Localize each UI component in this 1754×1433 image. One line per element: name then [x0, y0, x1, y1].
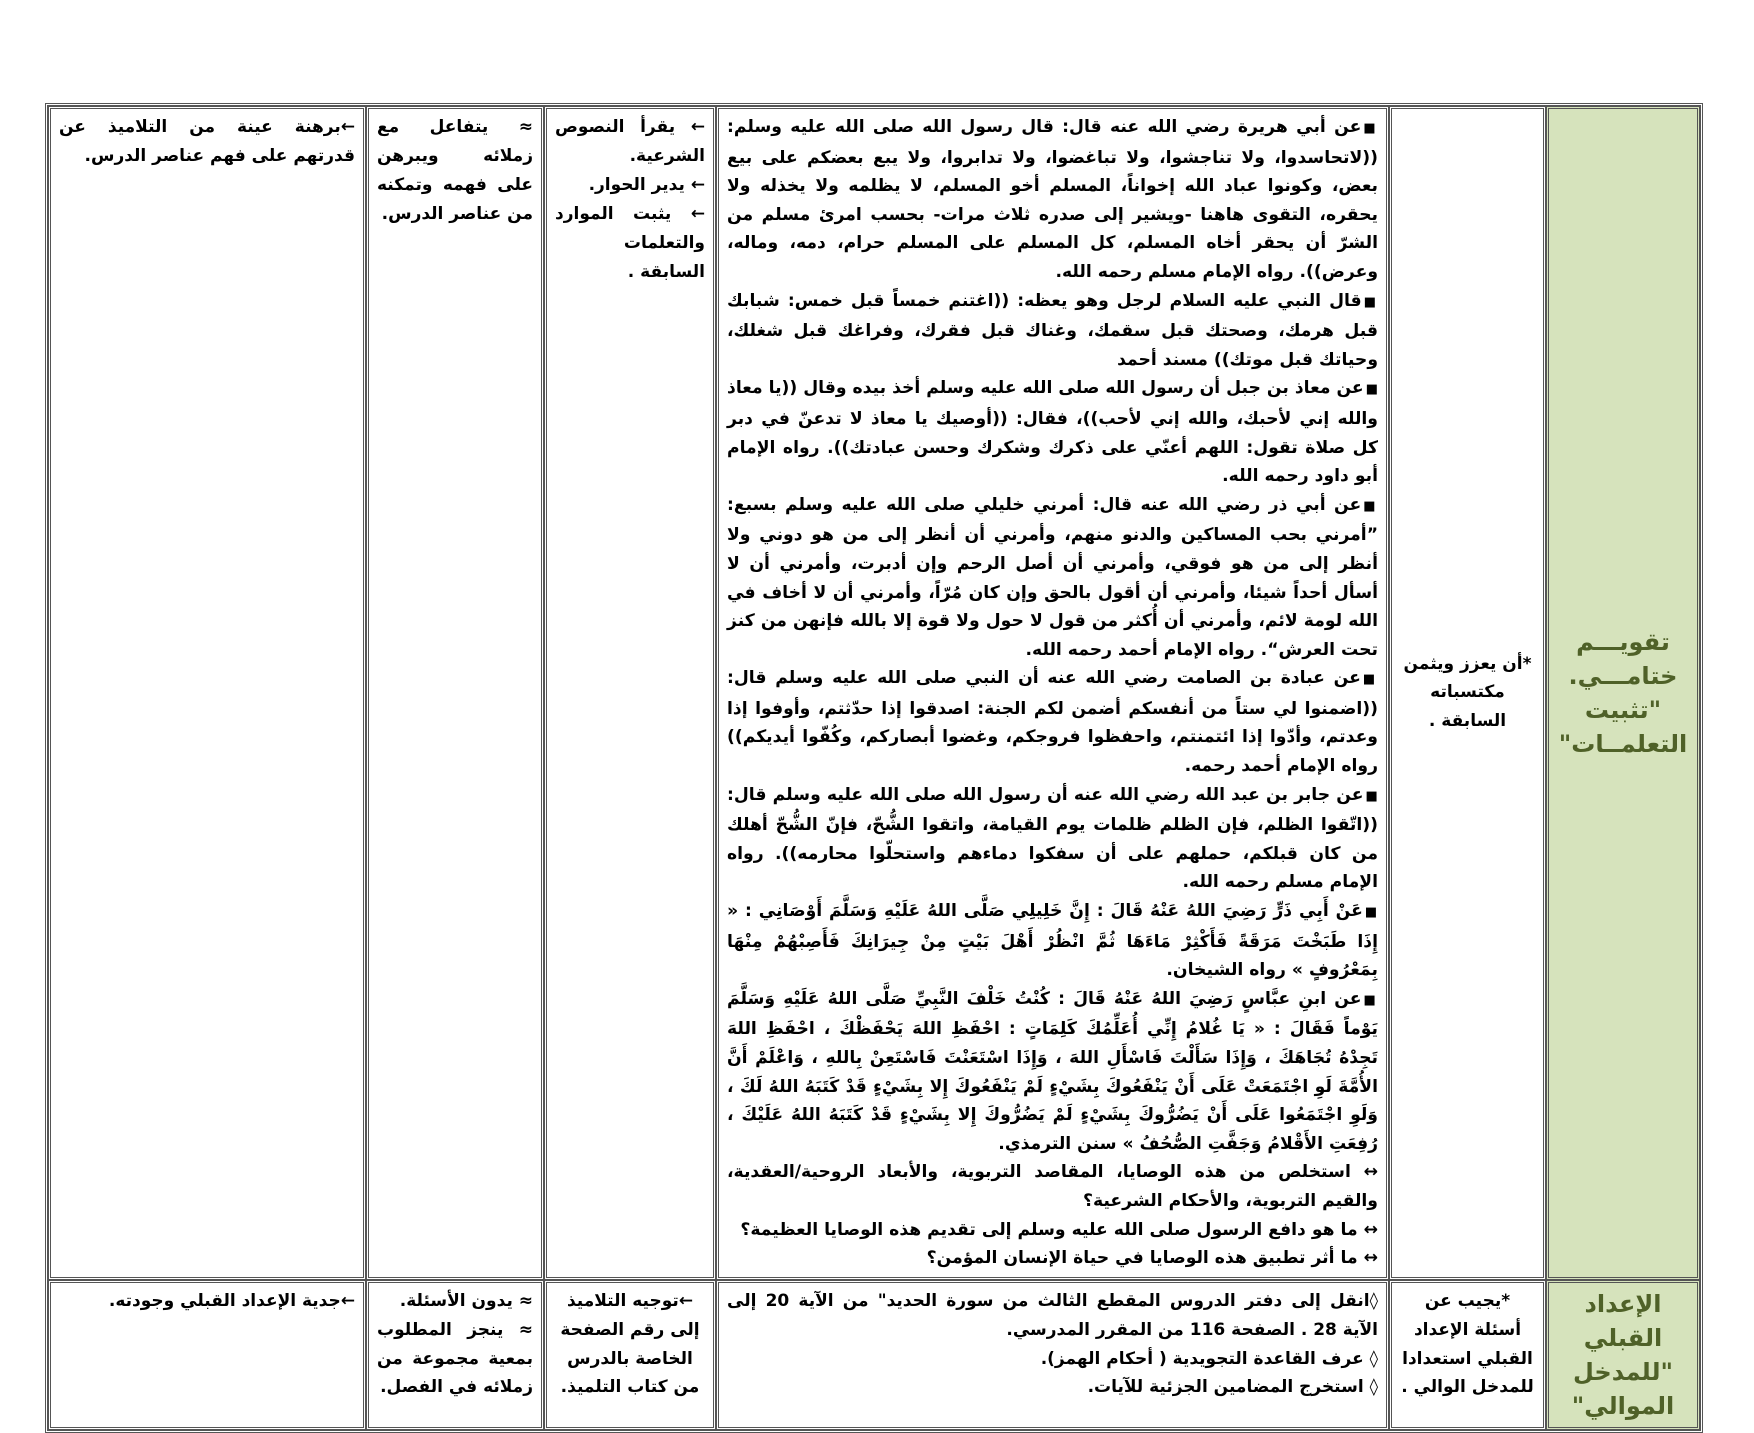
assessment-text: ←برهنة عينة من التلاميذ عن قدرتهم على فهم عناصر الدرس. — [59, 117, 355, 166]
hadith-paragraph: ■ عن أبي ذر رضي الله عنه قال: أمرني خليلي صلى الله عليه وسلم بسبع: ”أمرني بحب المساكين والدنو منهم، وأمرني أن أنظر إلى من هو دوني ولا أنظر إلى من هو فوقي، وأمرني أن أصل الرحم وإن أدبرت، وأمرني أن لا أسأل أحداً شيئا، وأمرني أن أقول بالحق وإن كان مُرّاً، وأمرني أن لا أخاف في الله لومة لائم، وأمرني أن أُكثر من قول لا حول ولا قوة إلا بالله فإنهن من كنز تحت العرش“. رواه الإمام أحمد رحمه الله. — [727, 491, 1378, 665]
stage-line: "للمدخل — [1573, 1357, 1673, 1386]
learner-activity: ≈ ينجز المطلوب بمعية مجموعة من زملائه في الفصل. — [377, 1319, 533, 1398]
hadith-paragraph: ■ عن جابر بن عبد الله رضي الله عنه أن رسول الله صلى الله عليه وسلم قال: ((اتّقوا الظلم، فإن الظلم ظلمات يوم القيامة، واتقوا الشُّحّ، فإنّ الشُّحّ أهلك من كان قبلكم، حملهم على أن سفكوا دماءهم واستحلّوا محارمه)). رواه الإمام مسلم رحمه الله. — [727, 781, 1378, 897]
stage-cell-preparation — [1546, 1280, 1700, 1430]
stage-line: ختامـــي. — [1568, 661, 1678, 690]
goal-text: *أن يعزز ويثمن مكتسباته السابقة . — [1403, 653, 1532, 732]
assessment-cell-evaluation — [48, 106, 366, 1280]
question-item: ↔ استخلص من هذه الوصايا، المقاصد التربوية، والأبعاد الروحية/العقدية، والقيم التربوية، والأحكام الشرعية؟ — [727, 1162, 1378, 1211]
hadith-paragraph: ■ عن عبادة بن الصامت رضي الله عنه أن النبي صلى الله عليه وسلم قال: ((اضمنوا لي ستاً من أنفسكم أضمن لكم الجنة: اصدقوا إذا حدّثتم، وأوفوا إذا وعدتم، وأدّوا إذا ائتمنتم، واحفظوا فروجكم، وغضوا أبصاركم، وكُفّوا أيديكم)) رواه الإمام أحمد رحمه. — [727, 664, 1378, 780]
learner-activity: ≈ يتفاعل مع زملائه ويبرهن على فهمه وتمكنه من عناصر الدرس. — [377, 117, 533, 224]
hadith-paragraph: ■ عن ابنِ عبَّاسٍ رَضِيَ اللهُ عَنْهُ قَالَ : كُنْتُ خَلْفَ النَّبِيِّ صَلَّى اللهُ عَلَيْهِ وَسَلَّمَ يَوْماً فَقَالَ : « يَا غُلامُ إِنِّي أُعَلِّمُكَ كَلِمَاتٍ : احْفَظِ اللهَ يَحْفَظْكَ ، احْفَظِ اللهَ تَجِدْهُ تُجَاهَكَ ، وَإِذَا سَأَلْتَ فَاسْأَلِ اللهَ ، وَإِذَا اسْتَعَنْتَ فَاسْتَعِنْ بِاللهِ ، وَاعْلَمْ أَنَّ الأُمَّةَ لَوِ اجْتَمَعَتْ عَلَى أَنْ يَنْفَعُوكَ بِشَيْءٍ لَمْ يَنْفَعُوكَ إِلا بِشَيْءٍ قَدْ كَتَبَهُ اللهُ لَكَ ، وَلَوِ اجْتَمَعُوا عَلَى أَنْ يَضُرُّوكَ بِشَيْءٍ لَمْ يَضُرُّوكَ إِلا بِشَيْءٍ قَدْ كَتَبَهُ اللهُ عَلَيْكَ ، رُفِعَتِ الأَقْلامُ وَجَفَّتِ الصُّحُفُ » سنن الترمذي. — [727, 985, 1378, 1159]
homework-item: ◊انقل إلى دفتر الدروس المقطع الثالث من سورة الحديد" من الآية 20 إلى الآية 28 . الصفحة 116 من المقرر المدرسي. — [727, 1290, 1378, 1340]
stage-line: الموالي" — [1571, 1391, 1675, 1420]
hadith-paragraph: ■ عن معاذ بن جبل أن رسول الله صلى الله عليه وسلم أخذ بيده وقال ((يا معاذ والله إني لأحبك، والله إني لأحب))، فقال: ((أوصيك يا معاذ لا تدعنّ في دبر كل صلاة تقول: اللهم أعنّي على ذكرك وشكرك وحسن عبادتك)). رواه الإمام أبو داود رحمه الله. — [727, 374, 1378, 490]
stage-line: التعلمــات" — [1558, 729, 1688, 758]
lesson-plan-table — [45, 103, 1703, 1433]
stage-line: الإعداد — [1584, 1289, 1662, 1318]
teacher-activity: ← يثبت الموارد والتعلمات السابقة . — [555, 203, 705, 282]
homework-item: ◊ عرف القاعدة التجويدية ( أحكام الهمز). — [1040, 1348, 1378, 1369]
content-cell-evaluation — [716, 106, 1389, 1280]
preparation-row — [48, 1280, 1700, 1430]
teacher-cell-preparation — [544, 1280, 716, 1430]
learner-activity: ≈ يدون الأسئلة. — [399, 1290, 533, 1311]
question-item: ↔ ما هو دافع الرسول صلى الله عليه وسلم إلى تقديم هذه الوصايا العظيمة؟ — [740, 1219, 1378, 1240]
stage-line: "تثبيت — [1584, 695, 1662, 724]
stage-line: تقويـــم — [1576, 627, 1670, 656]
goal-cell-evaluation — [1389, 106, 1546, 1280]
goal-text: *يجيب عن أسئلة الإعداد القبلي استعدادا للمدخل الوالي . — [1401, 1290, 1534, 1398]
teacher-activity: ←توجيه التلاميذ إلى رقم الصفحة الخاصة بالدرس من كتاب التلميذ. — [560, 1290, 700, 1398]
assessment-text: ←جدية الإعداد القبلي وجودته. — [108, 1290, 355, 1311]
hadith-paragraph: ■ عن أبي هريرة رضي الله عنه قال: قال رسول الله صلى الله عليه وسلم: ((لاتحاسدوا، ولا تناجشوا، ولا تباغضوا، ولا تدابروا، ولا يبع بعضكم على بيع بعض، وكونوا عباد الله إخواناً، المسلم أخو المسلم، لا يظلمه ولا يخذله ولا يحقره، التقوى هاهنا -ويشير إلى صدره ثلاث مرات- بحسب امرئ مسلم من الشرّ أن يحقر أخاه المسلم، كل المسلم على المسلم حرام، دمه، وماله، وعرض)). رواه الإمام مسلم رحمه الله. — [727, 113, 1378, 287]
assessment-cell-preparation — [48, 1280, 366, 1430]
stage-line: القبلي — [1583, 1323, 1663, 1352]
goal-cell-preparation — [1389, 1280, 1546, 1430]
teacher-activity: ← يقرأ النصوص الشرعية. — [555, 117, 705, 166]
hadith-paragraph: ■ قال النبي عليه السلام لرجل وهو يعظه: ((اغتنم خمساً قبل خمس: شبابك قبل هرمك، وصحتك قبل سقمك، وغناك قبل فقرك، وفراغك قبل شغلك، وحياتك قبل موتك)) مسند أحمد — [727, 287, 1378, 375]
teacher-cell-evaluation — [544, 106, 716, 1280]
question-item: ↔ ما أثر تطبيق هذه الوصايا في حياة الإنسان المؤمن؟ — [926, 1248, 1378, 1269]
learner-cell-evaluation — [366, 106, 544, 1280]
hadith-paragraph: ■ عَنْ أَبِي ذَرٍّ رَضِيَ اللهُ عَنْهُ قَالَ : إِنَّ خَلِيلِي صَلَّى اللهُ عَلَيْهِ وَسَلَّمَ أَوْصَانِي : « إِذَا طَبَخْتَ مَرَقَةً فَأَكْثِرْ مَاءَهَا ثُمَّ انْظُرْ أَهْلَ بَيْتٍ مِنْ جِيرَانِكَ فَأَصِبْهُمْ مِنْهَا بِمَعْرُوفٍ » رواه الشيخان. — [727, 897, 1378, 985]
evaluation-row — [48, 106, 1700, 1280]
stage-cell-evaluation — [1546, 106, 1700, 1280]
homework-item: ◊ استخرج المضامين الجزئية للآيات. — [1087, 1377, 1378, 1398]
content-cell-preparation — [716, 1280, 1389, 1430]
teacher-activity: ← يدير الحوار. — [588, 174, 705, 195]
learner-cell-preparation — [366, 1280, 544, 1430]
